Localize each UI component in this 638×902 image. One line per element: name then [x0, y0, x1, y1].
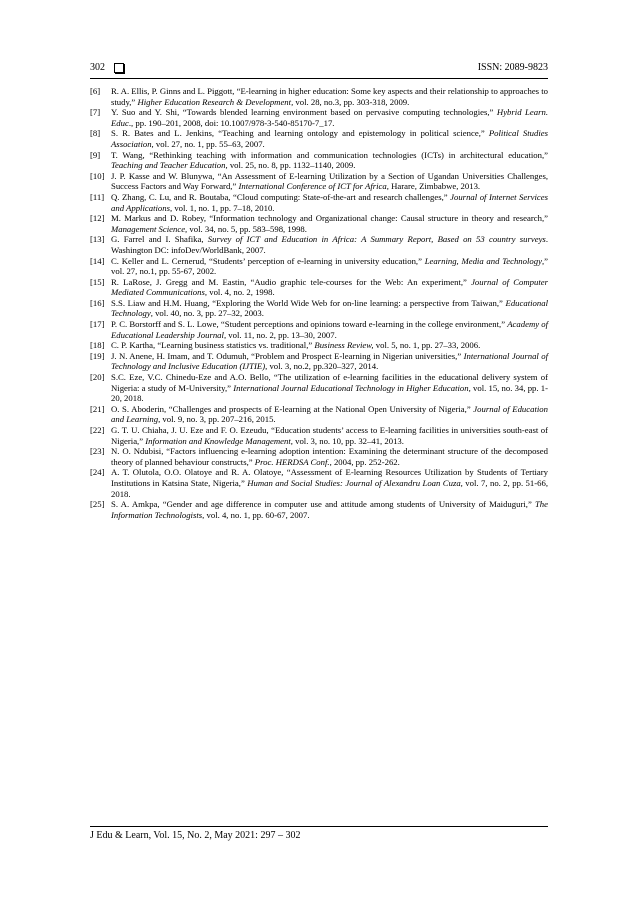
reference-number: [17]: [90, 319, 105, 330]
reference-entry: [90, 298, 548, 319]
reference-entry: [90, 234, 548, 255]
reference-journal: Learning, Media and Technology: [424, 255, 542, 266]
reference-details: ,” vol. 27, no.1, pp. 55-67, 2002.: [111, 255, 548, 277]
reference-number: [14]: [90, 255, 105, 266]
reference-entry: [90, 340, 548, 351]
reference-details: , vol. 40, no. 3, pp. 27–32, 2003.: [150, 308, 264, 319]
footer-rule: [90, 826, 548, 827]
reference-entry: [90, 86, 548, 107]
reference-text: J. N. Anene, H. Imam, and T. Odumuh, “Problem and Prospect E-learning in Nigerian universities,”: [111, 350, 464, 361]
reference-journal: Information and Knowledge Management: [145, 435, 291, 446]
reference-number: [25]: [90, 499, 105, 510]
reference-journal: Academy of Educational Leadership Journal: [111, 319, 549, 340]
reference-text: Q. Zhang, C. Lu, and R. Boutaba, “Cloud computing: State-of-the-art and research challenges,”: [111, 191, 451, 202]
reference-text: O. S. Aboderin, “Challenges and prospects of E-learning at the National Open University of Nigeria,”: [111, 403, 474, 414]
reference-details: , vol. 3, no.2, pp.320–327, 2014.: [265, 361, 379, 372]
reference-details: , vol. 4, no. 2, 1998.: [204, 287, 275, 298]
reference-text: S.S. Liaw and H.M. Huang, “Exploring the World Wide Web for on-line learning: a perspective from Taiwan,”: [111, 297, 506, 308]
reference-journal: International Journal of Technology and Inclusive Education (IJTIE): [111, 350, 548, 372]
reference-journal: International Conference of ICT for Africa: [238, 181, 387, 192]
reference-journal: Management Science,: [111, 223, 188, 234]
reference-journal: Hybrid Learn. Educ: [111, 107, 548, 128]
reference-entry: [90, 171, 548, 192]
reference-entry: [90, 213, 548, 234]
page-header: [90, 62, 548, 76]
reference-number: [7]: [90, 107, 101, 118]
reference-details: , vol. 3, no. 10, pp. 32–41, 2013.: [290, 435, 404, 446]
reference-details: vol. 15, no. 34, pp. 1-20, 2018.: [111, 382, 549, 404]
reference-details: vol. 34, no. 5, pp. 583–598, 1998.: [187, 223, 307, 234]
reference-journal: Educational Technology: [111, 297, 548, 319]
reference-entry: [90, 107, 548, 128]
reference-journal: Proc. HERDSA Conf.: [254, 456, 330, 467]
reference-text: P. C. Borstorff and S. L. Lowe, “Student perceptions and opinions toward e-learning in the college environment,”: [111, 319, 508, 330]
reference-entry: [90, 372, 548, 404]
reference-text: J. P. Kasse and W. Blunywa, “An Assessment of E-learning Utilization by a Section of Ugandan Universities Challenges, Success Factors and Way Forward,”: [111, 170, 548, 192]
page-number: 302: [90, 62, 105, 73]
reference-details: ., pp. 190–201, 2008, doi: 10.1007/978-3-540-85170-7_17.: [128, 117, 335, 128]
reference-entry: [90, 128, 548, 149]
reference-journal: Survey of ICT and Education in Africa: A Summary Report, Based on 53 country surveys: [207, 234, 546, 245]
reference-entry: [90, 277, 548, 298]
reference-number: [13]: [90, 234, 105, 245]
reference-text: M. Markus and D. Robey, “Information technology and Organizational change: Causal structure in theory and research,”: [111, 213, 548, 224]
reference-details: vol. 5, no. 1, pp. 27–33, 2006.: [373, 340, 481, 351]
reference-entry: [90, 319, 548, 340]
footer-citation: J Edu & Learn, Vol. 15, No. 2, May 2021: 297 – 302: [90, 830, 301, 841]
reference-text: R. LaRose, J. Gregg and M. Eastin, “Audio graphic tele-courses for the Web: An experiment,”: [111, 276, 472, 287]
reference-journal: Journal of Internet Services and Applications,: [111, 191, 548, 213]
reference-number: [19]: [90, 350, 105, 361]
reference-entry: [90, 425, 548, 446]
reference-entry: [90, 192, 548, 213]
reference-text: S. R. Bates and L. Jenkins, “Teaching and learning ontology and epistemology in political science,”: [111, 128, 489, 139]
reference-details: vol. 28, no.3, pp. 303-318, 2009.: [293, 96, 410, 107]
reference-journal: Business Review,: [314, 340, 374, 351]
issn-label: ISSN: 2089-9823: [477, 62, 548, 73]
reference-details: , vol. 4, no. 1, pp. 60-67, 2007.: [202, 509, 310, 520]
reference-text: S.C. Eze, V.C. Chinedu-Eze and A.O. Bello, “The utilization of e-learning facilities in the educational delivery system of Nigeria: a study of M-University,”: [111, 372, 548, 393]
reference-number: [16]: [90, 297, 105, 308]
reference-list: [90, 86, 548, 520]
reference-entry: [90, 150, 548, 171]
reference-number: [10]: [90, 170, 105, 181]
reference-number: [24]: [90, 467, 105, 478]
reference-journal: The Information Technologists: [111, 499, 548, 520]
reference-details: , vol. 25, no. 8, pp. 1132–1140, 2009.: [225, 160, 356, 171]
reference-number: [18]: [90, 340, 105, 351]
reference-journal: Political Studies Association: [111, 128, 548, 149]
reference-number: [12]: [90, 213, 105, 224]
reference-details: , vol. 11, no. 2, pp. 13–30, 2007.: [223, 329, 337, 340]
reference-details: vol. 1, no. 1, pp. 7–18, 2010.: [172, 202, 275, 213]
reference-details: vol. 7, no. 2, pp. 51-66, 2018.: [111, 477, 549, 499]
reference-number: [9]: [90, 149, 101, 160]
reference-text: T. Wang, “Rethinking teaching with information and communication technologies (ICTs) in architectural education,”: [111, 149, 548, 160]
square-box-icon: [114, 63, 124, 73]
reference-number: [15]: [90, 276, 105, 287]
reference-details: , vol. 9, no. 3, pp. 207–216, 2015.: [158, 414, 276, 425]
reference-entry: [90, 404, 548, 425]
reference-text: N. O. Ndubisi, “Factors influencing e-learning adoption intention: Examining the determinant structure of the decomposed theory of planned behaviour constructs,”: [111, 446, 548, 467]
reference-text: R. A. Ellis, P. Ginns and L. Piggott, “E-learning in higher education: Some key aspects and their relationship to approaches to study,”: [111, 86, 548, 107]
reference-details: , 2004, pp. 252-262.: [329, 456, 400, 467]
reference-text: A. T. Olutola, O.O. Olatoye and R. A. Olatoye, “Assessment of E-learning Resources Utilization by Students of Tertiary Institutions in Katsina State, Nigeria,”: [111, 467, 548, 488]
reference-entry: [90, 446, 548, 467]
reference-journal: International Journal Educational Technology in Higher Education,: [233, 382, 471, 393]
reference-text: G. T. U. Chiaha, J. U. Eze and F. O. Ezeudu, “Education students’ access to E-learning facilities in universities south-east of Nigeria,”: [111, 425, 548, 446]
reference-number: [22]: [90, 425, 105, 435]
reference-entry: [90, 499, 548, 520]
reference-number: [21]: [90, 403, 105, 414]
header-rule: [90, 78, 548, 79]
reference-number: [23]: [90, 446, 105, 457]
reference-text: G. Farrel and I. Shafika,: [111, 234, 208, 245]
reference-text: C. P. Kartha, “Learning business statistics vs. traditional,”: [111, 340, 315, 351]
reference-journal: Human and Social Studies: Journal of Alexandru Loan Cuza,: [247, 477, 463, 488]
reference-journal: Teaching and Teacher Education: [111, 160, 226, 171]
reference-journal: Journal of Education and Learning: [111, 403, 548, 425]
reference-number: [11]: [90, 191, 105, 202]
reference-details: , Harare, Zimbabwe, 2013.: [386, 181, 481, 192]
reference-entry: [90, 256, 548, 277]
reference-entry: [90, 351, 548, 372]
reference-number: [6]: [90, 86, 101, 96]
reference-journal: Higher Education Research & Development,: [137, 96, 294, 107]
reference-journal: Journal of Computer Mediated Communications: [111, 276, 548, 298]
reference-number: [20]: [90, 372, 105, 383]
reference-entry: [90, 467, 548, 499]
reference-details: . Washington DC: infoDev/WorldBank, 2007.: [111, 234, 548, 255]
reference-details: , vol. 27, no. 1, pp. 55–63, 2007.: [151, 138, 265, 149]
reference-text: S. A. Amkpa, “Gender and age difference in computer use and attitude among students of University of Maiduguri,”: [111, 499, 535, 510]
reference-number: [8]: [90, 128, 101, 139]
reference-text: C. Keller and L. Cernerud, “Students’ perception of e-learning in university education,”: [111, 255, 425, 266]
reference-text: Y. Suo and Y. Shi, “Towards blended learning environment based on pervasive computing technologies,”: [111, 107, 497, 118]
